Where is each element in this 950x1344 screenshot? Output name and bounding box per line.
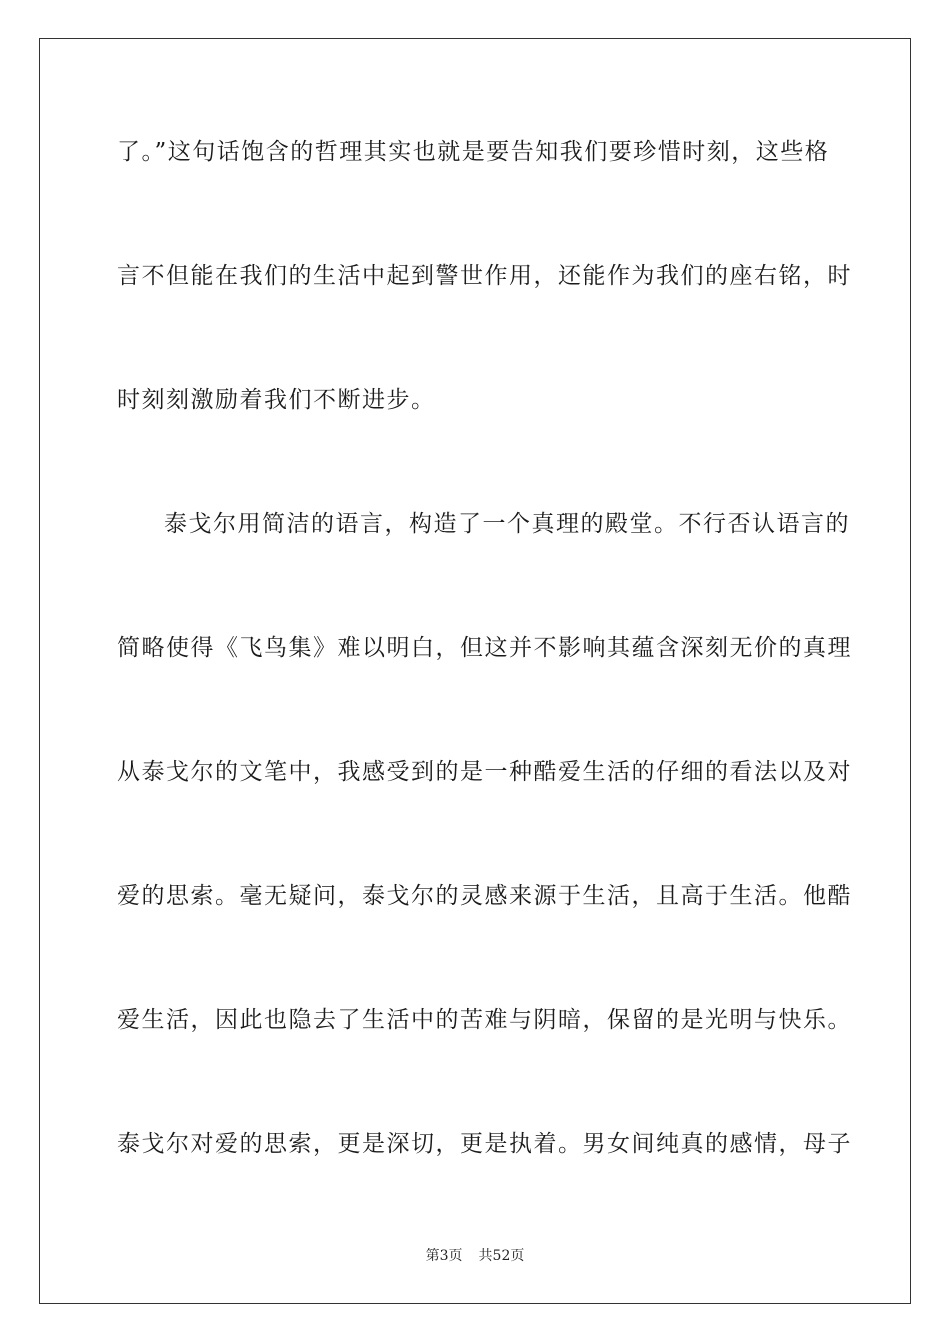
page-border — [39, 38, 911, 1304]
page-number: 第3页 — [425, 1248, 463, 1264]
page-total: 共52页 — [478, 1248, 525, 1264]
text-line-7: 爱的思索。毫无疑问，泰戈尔的灵感来源于生活，且高于生活。他酷 — [117, 883, 852, 909]
text-line-2: 言不但能在我们的生活中起到警世作用，还能作为我们的座右铭，时 — [117, 263, 852, 289]
text-line-3: 时刻刻激励着我们不断进步。 — [117, 387, 436, 413]
text-line-8: 爱生活，因此也隐去了生活中的苦难与阴暗，保留的是光明与快乐。 — [117, 1007, 852, 1033]
text-line-6: 从泰戈尔的文笔中，我感受到的是一种酷爱生活的仔细的看法以及对 — [117, 759, 852, 785]
text-line-9: 泰戈尔对爱的思索，更是深切，更是执着。男女间纯真的感情，母子 — [117, 1131, 852, 1157]
page-footer — [0, 1247, 950, 1265]
text-line-4-paragraph-start: 泰戈尔用简洁的语言，构造了一个真理的殿堂。不行否认语言的 — [164, 511, 850, 537]
text-line-1: 了。”这句话饱含的哲理其实也就是要告知我们要珍惜时刻，这些格 — [117, 139, 830, 165]
text-line-5: 简略使得《飞鸟集》难以明白，但这并不影响其蕴含深刻无价的真理 — [117, 635, 852, 661]
